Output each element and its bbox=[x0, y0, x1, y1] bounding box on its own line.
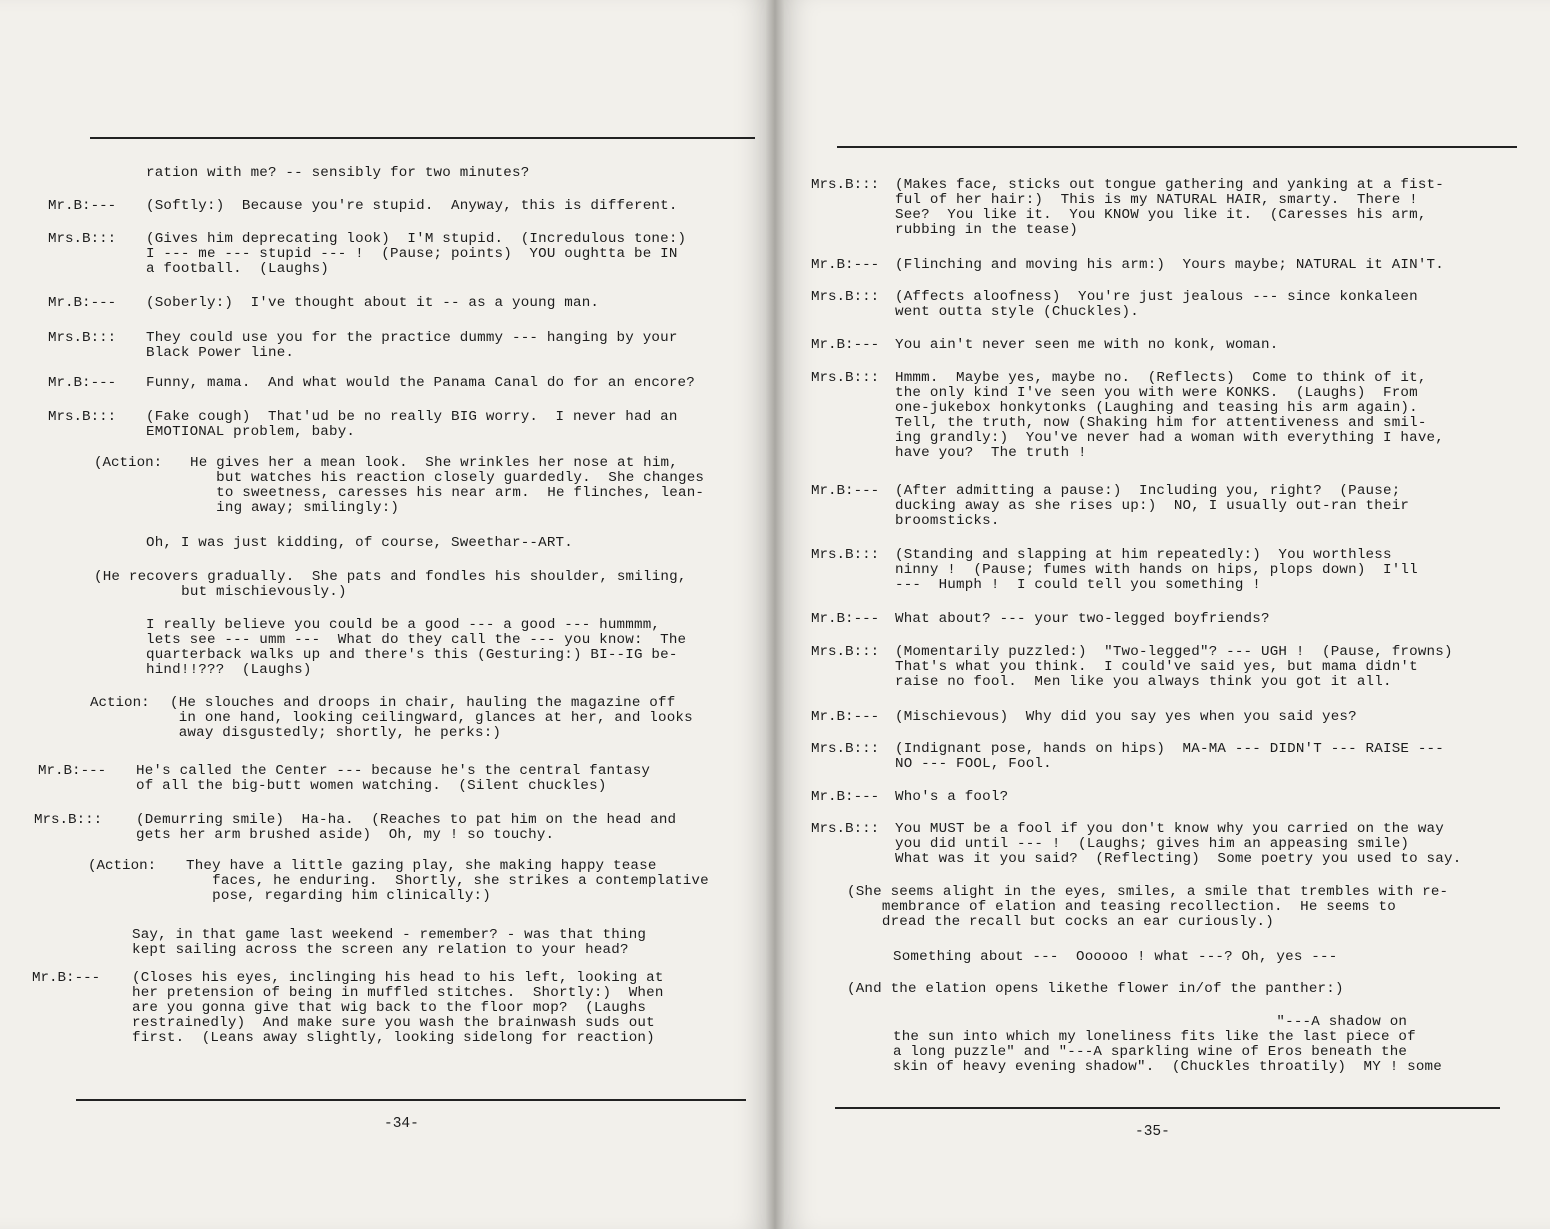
dialogue-text: Funny, mama. And what would the Panama Canal do for an encore? bbox=[146, 375, 695, 391]
dialogue-text: (Gives him deprecating look) I'M stupid. (Incredulous tone:) I --- me --- stupid --- ! (Pause; points) YOU oughtta be IN a football. (Laughs) bbox=[146, 231, 687, 277]
stage-direction: (He slouches and droops in chair, hauling the magazine off in one hand, looking ceilingward, glances at her, and looks away disgustedly; shortly, he perks:) bbox=[170, 695, 693, 741]
speaker-label: Mrs.B::: bbox=[48, 409, 117, 425]
page-number: -35- bbox=[1135, 1124, 1170, 1140]
stage-direction: He gives her a mean look. She wrinkles her nose at him, but watches his reaction closely guardedly. She changes to sweetness, caresses his near arm. He flinches, lean- ing away; smilingly:) bbox=[190, 455, 705, 516]
right-page bbox=[775, 0, 1550, 1229]
dialogue-text: Say, in that game last weekend - remember? - was that thing kept sailing across the screen any relation to your head? bbox=[132, 927, 647, 958]
speaker-label: Mr.B:--- bbox=[38, 763, 107, 779]
speaker-label: Mr.B:--- bbox=[32, 970, 101, 986]
speaker-label: Mr.B:--- bbox=[48, 295, 117, 311]
dialogue-text: (Mischievous) Why did you say yes when you said yes? bbox=[895, 709, 1357, 725]
dialogue-text: (Soberly:) I've thought about it -- as a young man. bbox=[146, 295, 600, 311]
top-rule bbox=[90, 137, 755, 139]
speaker-label: Mr.B:--- bbox=[811, 611, 880, 627]
dialogue-text: (Fake cough) That'ud be no really BIG worry. I never had an EMOTIONAL problem, baby. bbox=[146, 409, 678, 440]
line-continuation: ration with me? -- sensibly for two minutes? bbox=[146, 165, 530, 181]
dialogue-text: You ain't never seen me with no konk, woman. bbox=[895, 337, 1279, 353]
dialogue-text: He's called the Center --- because he's the central fantasy of all the big-butt women watching. (Silent chuckles) bbox=[136, 763, 651, 794]
speaker-label: Mr.B:--- bbox=[811, 257, 880, 273]
stage-direction: (She seems alight in the eyes, smiles, a smile that trembles with re- membrance of elation and teasing recollection. He seems to dread the recall but cocks an ear curiously.) bbox=[847, 884, 1449, 930]
dialogue-text: I really believe you could be a good --- a good --- hummmm, lets see --- umm --- What do they call the --- you know: The quarterback walks up and there's this (Gesturing:) BI--IG be- hind!!??? (Laughs) bbox=[146, 617, 687, 678]
dialogue-text: (After admitting a pause:) Including you, right? (Pause; ducking away as she rises up:) NO, I usually out-ran their broomsticks. bbox=[895, 483, 1410, 529]
action-label: (Action: bbox=[88, 858, 157, 874]
dialogue-text: (Standing and slapping at him repeatedly:) You worthless ninny ! (Pause; fumes with hands on hips, plops down) I'll --- Humph ! I could tell you something ! bbox=[895, 547, 1418, 593]
dialogue-text: You MUST be a fool if you don't know why you carried on the way you did until --- ! (Laughs; gives him an appeasing smile) What was it you said? (Reflecting) Some poetry you used to say. bbox=[895, 821, 1462, 867]
speaker-label: Mr.B:--- bbox=[811, 483, 880, 499]
dialogue-text: (Closes his eyes, inclinging his head to his left, looking at her pretension of being in muffled stitches. Shortly:) When are you gonna give that wig back to the floor mop? (Laughs restrainedly) And make sure you wash the brainwash suds out first. (Leans away slightly, looking sidelong for reaction) bbox=[132, 970, 664, 1046]
poem-text: "---A shadow on the sun into which my loneliness fits like the last piece of a long puzzle" and "---A sparkling wine of Eros beneath the skin of heavy evening shadow". (Chuckles throatily) MY ! some bbox=[893, 1014, 1442, 1075]
dialogue-text: What about? --- your two-legged boyfriends? bbox=[895, 611, 1270, 627]
speaker-label: Mrs.B::: bbox=[811, 821, 880, 837]
speaker-label: Mr.B:--- bbox=[811, 789, 880, 805]
book-gutter bbox=[766, 0, 784, 1229]
dialogue-text: Oh, I was just kidding, of course, Sweethar--ART. bbox=[146, 535, 573, 551]
stage-direction: (And the elation opens likethe flower in/of the panther:) bbox=[847, 981, 1344, 997]
speaker-label: Mr.B:--- bbox=[48, 198, 117, 214]
action-label: (Action: bbox=[94, 455, 163, 471]
dialogue-text: They could use you for the practice dummy --- hanging by your Black Power line. bbox=[146, 330, 678, 361]
speaker-label: Mrs.B::: bbox=[811, 289, 880, 305]
speaker-label: Mrs.B::: bbox=[811, 547, 880, 563]
dialogue-text: (Affects aloofness) You're just jealous --- since konkaleen went outta style (Chuckles). bbox=[895, 289, 1418, 320]
bottom-rule bbox=[835, 1107, 1500, 1109]
speaker-label: Mrs.B::: bbox=[48, 330, 117, 346]
dialogue-text: Who's a fool? bbox=[895, 789, 1009, 805]
speaker-label: Mrs.B::: bbox=[811, 644, 880, 660]
dialogue-text: (Indignant pose, hands on hips) MA-MA --- DIDN'T --- RAISE --- NO --- FOOL, Fool. bbox=[895, 741, 1444, 772]
speaker-label: Mrs.B::: bbox=[34, 812, 103, 828]
dialogue-text: (Softly:) Because you're stupid. Anyway, this is different. bbox=[146, 198, 678, 214]
speaker-label: Mr.B:--- bbox=[811, 709, 880, 725]
action-label: Action: bbox=[90, 695, 150, 711]
speaker-label: Mrs.B::: bbox=[811, 741, 880, 757]
top-rule bbox=[837, 146, 1517, 148]
stage-direction: (He recovers gradually. She pats and fondles his shoulder, smiling, but mischievously.) bbox=[94, 569, 687, 600]
dialogue-text: Hmmm. Maybe yes, maybe no. (Reflects) Come to think of it, the only kind I've seen you with were KONKS. (Laughs) From one-jukebox honkytonks (Laughing and teasing his arm again). Tell, the truth, now (Shaking him for attentiveness and smil- ing grandly:) You've never had a woman with everything I have, have you? The truth ! bbox=[895, 370, 1444, 461]
stage-direction: They have a little gazing play, she making happy tease faces, he enduring. Shortly, she strikes a contemplative pose, regarding him clinically:) bbox=[186, 858, 709, 904]
speaker-label: Mr.B:--- bbox=[811, 337, 880, 353]
dialogue-text: (Demurring smile) Ha-ha. (Reaches to pat him on the head and gets her arm brushed aside) Oh, my ! so touchy. bbox=[136, 812, 677, 843]
page-number: -34- bbox=[384, 1116, 419, 1132]
speaker-label: Mr.B:--- bbox=[48, 375, 117, 391]
dialogue-text: (Flinching and moving his arm:) Yours maybe; NATURAL it AIN'T. bbox=[895, 257, 1444, 273]
dialogue-text: (Momentarily puzzled:) "Two-legged"? --- UGH ! (Pause, frowns) That's what you think. I could've said yes, but mama didn't raise no fool. Men like you always think you got it all. bbox=[895, 644, 1453, 690]
bottom-rule bbox=[76, 1099, 746, 1101]
dialogue-text: Something about --- Oooooo ! what ---? Oh, yes --- bbox=[893, 949, 1338, 965]
speaker-label: Mrs.B::: bbox=[48, 231, 117, 247]
speaker-label: Mrs.B::: bbox=[811, 370, 880, 386]
speaker-label: Mrs.B::: bbox=[811, 177, 880, 193]
dialogue-text: (Makes face, sticks out tongue gathering and yanking at a fist- ful of her hair:) This is my NATURAL HAIR, smarty. There ! See? You like it. You KNOW you like it. (Caresses his arm, rubbing in the tease) bbox=[895, 177, 1444, 238]
